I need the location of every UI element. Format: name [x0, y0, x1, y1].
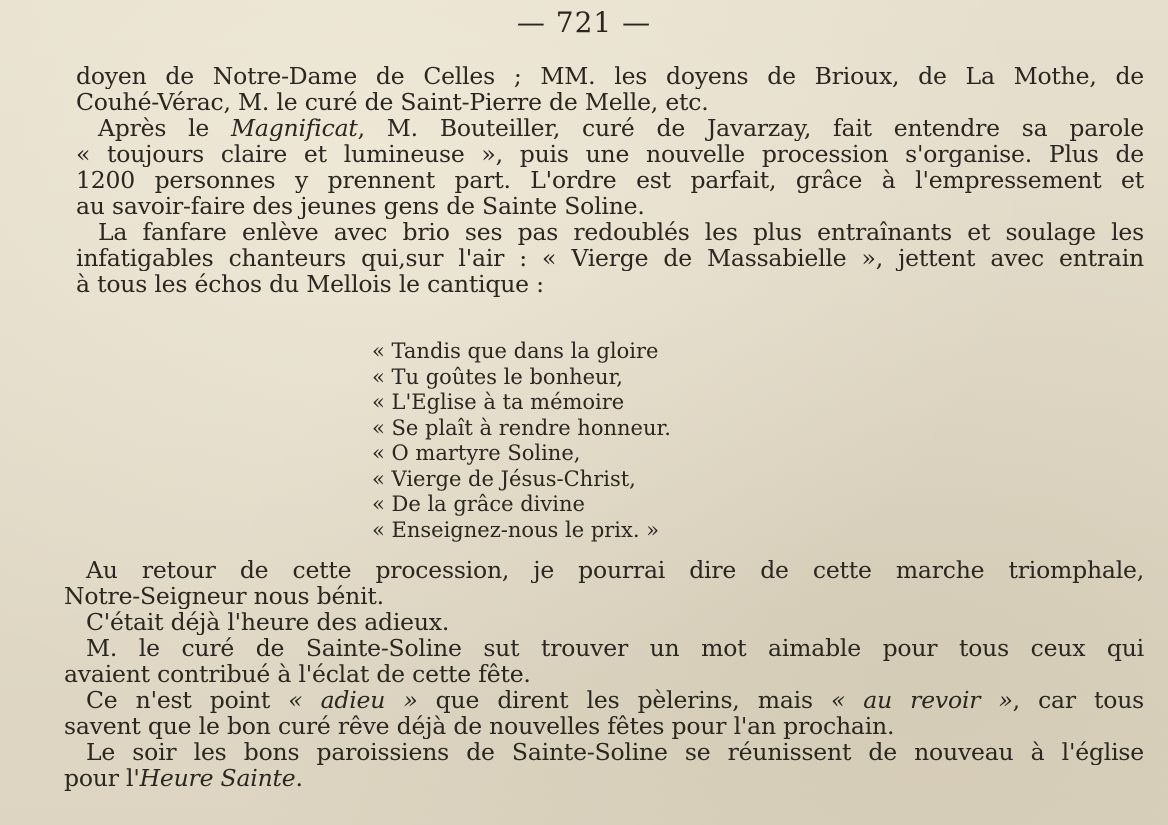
text-run: , M. Bouteiller, curé de Javarzay, fait entendre sa parole [357, 115, 1144, 141]
text-line: doyen de Notre-Dame de Celles ; MM. les doyens de Brioux, de La Mothe, de [76, 63, 1144, 89]
body-text-bottom [64, 557, 1144, 791]
verse-line: « L'Eglise à ta mémoire [372, 390, 625, 414]
verse-line: « Enseignez-nous le prix. » [372, 517, 660, 542]
text-line: M. le curé de Sainte-Soline sut trouver un mot aimable pour tous ceux qui [86, 635, 1144, 661]
verse-line: « Vierge de Jésus-Christ, [372, 466, 636, 491]
text-line: infatigables chanteurs qui,sur l'air : « Vierge de Massabielle », jettent avec entrain [76, 245, 1144, 271]
text-run: . [295, 765, 303, 791]
verse-line: « De la grâce divine [372, 492, 585, 516]
verse-line: « Se plaît à rendre honneur. [372, 415, 671, 440]
text-run: Après le [98, 115, 232, 141]
text-line: Notre-Seigneur nous bénit. [64, 583, 384, 609]
text-line [64, 687, 1144, 713]
text-line: C'était déjà l'heure des adieux. [86, 609, 450, 635]
text-line [76, 115, 1144, 141]
canticle-verse [372, 339, 792, 543]
text-line: savent que le bon curé rêve déjà de nouvelles fêtes pour l'an prochain. [64, 713, 895, 739]
text-line: Au retour de cette procession, je pourrai dire de cette marche triomphale, [86, 557, 1144, 583]
text-line: Le soir les bons paroissiens de Sainte-Soline se réunissent de nouveau à l'église [86, 739, 1144, 765]
text-line: « toujours claire et lumineuse », puis une nouvelle procession s'organise. Plus de [76, 141, 1144, 167]
text-line: La fanfare enlève avec brio ses pas redoublés les plus entraînants et soulage les [98, 219, 1144, 245]
text-line: avaient contribué à l'éclat de cette fête. [64, 661, 531, 687]
italic-quote-adieu: « adieu » [288, 687, 418, 713]
page-number: — 721 — [516, 6, 652, 39]
italic-quote-au-revoir: « au revoir » [830, 687, 1013, 713]
verse-line: « O martyre Soline, [372, 441, 581, 465]
text-line: au savoir-faire des jeunes gens de Sainte Soline. [76, 193, 645, 219]
text-run: que dirent les pèlerins, mais [417, 687, 831, 713]
verse-line: « Tandis que dans la gloire [372, 339, 659, 363]
verse-line: « Tu goûtes le bonheur, [372, 364, 623, 389]
text-line: à tous les échos du Mellois le cantique : [76, 271, 544, 297]
body-text-top [76, 63, 1144, 297]
italic-term-magnificat: Magnificat [231, 115, 358, 141]
text-line [64, 765, 1144, 791]
text-line: 1200 personnes y prennent part. L'ordre est parfait, grâce à l'empressement et [76, 167, 1144, 193]
italic-term-heure-sainte: Heure Sainte [139, 765, 296, 791]
text-run: , car tous [1012, 687, 1144, 713]
text-run: Ce n'est point [86, 687, 289, 713]
text-line: Couhé-Vérac, M. le curé de Saint-Pierre de Melle, etc. [76, 89, 709, 115]
text-run: pour l' [64, 765, 140, 791]
